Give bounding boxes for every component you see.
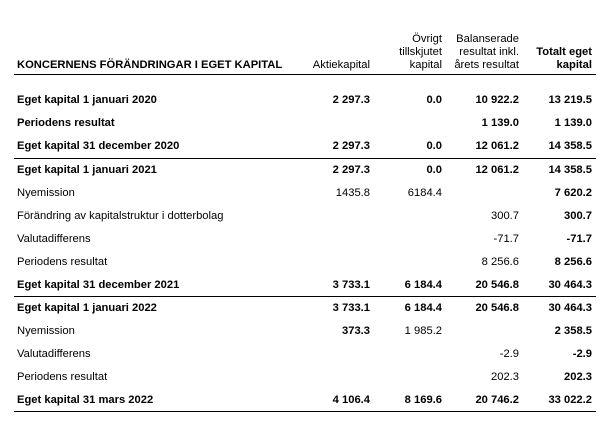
cell-ovrigt-kapital: 6 184.4 — [374, 297, 446, 320]
cell-ovrigt-kapital: 0.0 — [426, 140, 442, 153]
cell-balanserade-resultat: 1 139.0 — [481, 117, 519, 130]
table-row — [14, 158, 596, 181]
row-label: Eget kapital 1 januari 2020 — [17, 94, 157, 107]
cell-aktiekapital — [300, 227, 374, 250]
row-label: Periodens resultat — [17, 371, 108, 384]
row-label: Eget kapital 1 januari 2022 — [14, 297, 300, 320]
cell-ovrigt-kapital — [374, 112, 446, 135]
cell-ovrigt-kapital: 8 169.6 — [374, 389, 446, 412]
cell-ovrigt-kapital — [374, 227, 446, 250]
spacer-row — [14, 75, 596, 90]
row-label: Eget kapital 31 december 2021 — [17, 278, 180, 291]
row-label: Eget kapital 31 mars 2022 — [14, 389, 300, 412]
cell-aktiekapital: 3 733.1 — [300, 297, 374, 320]
row-label: Eget kapital 31 december 2020 — [17, 140, 180, 153]
cell-totalt: 13 219.5 — [548, 94, 592, 107]
row-label: Periodens resultat — [17, 117, 115, 130]
table-row — [14, 135, 596, 158]
equity-changes-table — [14, 12, 596, 412]
header-totalt-eget-kapital: Totalt eget kapital — [523, 12, 596, 75]
cell-totalt: 30 464.3 — [548, 278, 592, 291]
table-row — [14, 297, 596, 320]
cell-totalt: 14 358.5 — [548, 140, 592, 153]
cell-aktiekapital: 4 106.4 — [300, 389, 374, 412]
cell-ovrigt-kapital: 0.0 — [426, 94, 442, 107]
header-aktiekapital: Aktiekapital — [300, 12, 374, 75]
table-row — [14, 389, 596, 412]
cell-ovrigt-kapital — [374, 204, 446, 227]
cell-balanserade-resultat: 20 546.8 — [475, 278, 519, 291]
header-ovrigt-tillskjutet-kapital: Övrigt tillskjutet kapital — [374, 12, 446, 75]
table-row — [14, 227, 596, 250]
cell-aktiekapital: 2 297.3 — [300, 158, 374, 181]
row-label: Förändring av kapitalstruktur i dotterbolag — [17, 209, 224, 222]
row-label: Periodens resultat — [17, 255, 108, 268]
cell-balanserade-resultat — [446, 320, 523, 343]
cell-totalt: -71.7 — [566, 232, 592, 245]
cell-totalt: 7 620.2 — [554, 187, 592, 199]
cell-balanserade-resultat: 8 256.6 — [481, 255, 519, 268]
cell-aktiekapital: 1435.8 — [335, 187, 370, 199]
cell-balanserade-resultat: 202.3 — [491, 371, 519, 384]
table-row — [14, 320, 596, 343]
cell-ovrigt-kapital: 6184.4 — [407, 187, 442, 199]
cell-ovrigt-kapital — [374, 250, 446, 273]
header-balanserade-resultat: Balanserade resultat inkl. årets resultat — [446, 12, 523, 75]
table-row — [14, 273, 596, 296]
cell-balanserade-resultat: -71.7 — [493, 232, 519, 245]
table-row — [14, 366, 596, 389]
table-row — [14, 112, 596, 135]
cell-aktiekapital: 373.3 — [342, 325, 370, 338]
cell-totalt: -2.9 — [572, 348, 592, 361]
row-label: Valutadifferens — [17, 232, 91, 245]
row-label: Eget kapital 1 januari 2021 — [14, 158, 300, 181]
cell-aktiekapital: 3 733.1 — [332, 278, 370, 291]
cell-totalt: 2 358.5 — [554, 325, 592, 338]
cell-aktiekapital — [300, 366, 374, 389]
row-label: Valutadifferens — [17, 348, 91, 361]
cell-ovrigt-kapital — [374, 343, 446, 366]
cell-aktiekapital: 2 297.3 — [332, 94, 370, 107]
cell-ovrigt-kapital: 0.0 — [374, 158, 446, 181]
cell-balanserade-resultat: 300.7 — [491, 209, 519, 222]
cell-balanserade-resultat — [446, 182, 523, 205]
cell-aktiekapital: 2 297.3 — [332, 140, 370, 153]
table-row — [14, 250, 596, 273]
row-label: Nyemission — [17, 187, 75, 199]
cell-aktiekapital — [300, 112, 374, 135]
cell-ovrigt-kapital: 1 985.2 — [404, 325, 442, 338]
header-row — [14, 12, 596, 75]
cell-aktiekapital — [300, 343, 374, 366]
cell-totalt: 33 022.2 — [523, 389, 596, 412]
cell-balanserade-resultat: -2.9 — [499, 348, 519, 361]
cell-totalt: 300.7 — [564, 209, 592, 222]
row-label: Nyemission — [17, 325, 75, 338]
cell-totalt: 202.3 — [564, 371, 592, 384]
table-row — [14, 204, 596, 227]
cell-balanserade-resultat: 20 746.2 — [446, 389, 523, 412]
cell-aktiekapital — [300, 250, 374, 273]
cell-totalt: 8 256.6 — [554, 255, 592, 268]
cell-ovrigt-kapital — [374, 366, 446, 389]
table-row — [14, 343, 596, 366]
table-row — [14, 182, 596, 205]
cell-balanserade-resultat: 20 546.8 — [446, 297, 523, 320]
table-row — [14, 89, 596, 112]
cell-ovrigt-kapital: 6 184.4 — [404, 278, 442, 291]
cell-balanserade-resultat: 10 922.2 — [475, 94, 519, 107]
cell-balanserade-resultat: 12 061.2 — [475, 140, 519, 153]
cell-balanserade-resultat: 12 061.2 — [446, 158, 523, 181]
cell-totalt: 30 464.3 — [523, 297, 596, 320]
table-title: KONCERNENS FÖRÄNDRINGAR I EGET KAPITAL — [14, 12, 300, 75]
cell-aktiekapital — [300, 204, 374, 227]
cell-totalt: 1 139.0 — [554, 117, 592, 130]
cell-totalt: 14 358.5 — [523, 158, 596, 181]
